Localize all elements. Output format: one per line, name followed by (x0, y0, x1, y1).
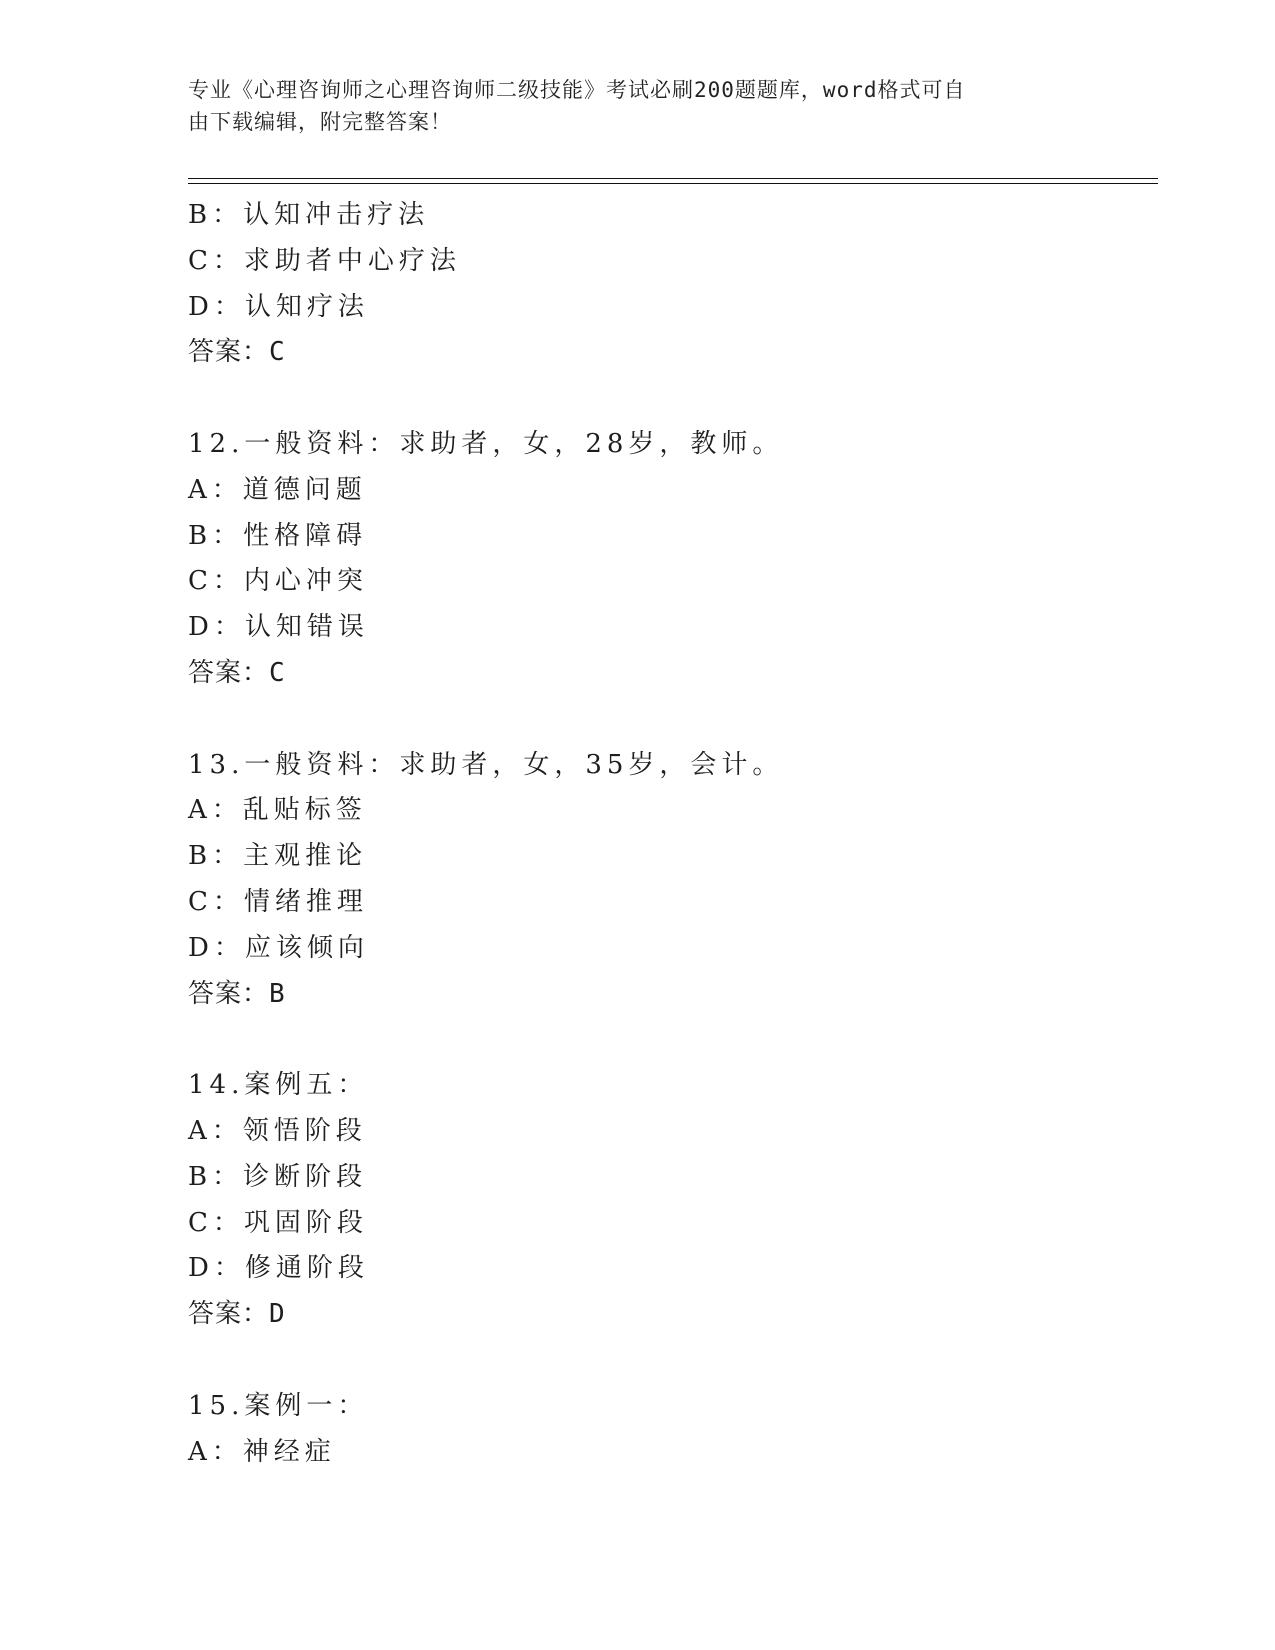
header-line-1: 专业《心理咨询师之心理咨询师二级技能》考试必刷200题题库，word格式可自 (188, 78, 966, 102)
option-a: A：神经症 (188, 1436, 336, 1467)
option-a: A：领悟阶段 (188, 1115, 367, 1146)
option-b: B：主观推论 (188, 841, 368, 872)
option-c: C：内心冲突 (188, 566, 368, 597)
answer-line: 答案：D (188, 1299, 286, 1330)
option-d: D：应该倾向 (188, 932, 369, 963)
question-stem: 12.一般资料：求助者，女，28岁，教师。 (188, 428, 784, 459)
option-b: B：认知冲击疗法 (188, 200, 430, 230)
question-13 (188, 743, 1158, 1018)
question-list (188, 193, 1158, 1475)
answer-line: 答案：B (188, 978, 286, 1009)
question-stem: 15.案例一： (188, 1390, 369, 1421)
header-divider-top (188, 178, 1158, 179)
option-b: B：诊断阶段 (188, 1161, 368, 1192)
spacer (188, 1338, 1158, 1384)
header-line-2: 由下载编辑，附完整答案！ (188, 110, 452, 134)
document-header (188, 74, 1068, 138)
question-stem: 13.一般资料：求助者，女，35岁，会计。 (188, 749, 784, 780)
option-d: D：认知错误 (188, 612, 369, 643)
option-b: B：性格障碍 (188, 520, 368, 551)
question-14 (188, 1063, 1158, 1338)
spacer (188, 376, 1158, 422)
spacer (188, 1017, 1158, 1063)
option-d: D：认知疗法 (188, 291, 369, 322)
option-c: C：情绪推理 (188, 886, 368, 917)
answer-line: 答案：C (188, 657, 286, 688)
option-c: C：求助者中心疗法 (188, 245, 461, 276)
answer-line: 答案：C (188, 337, 286, 368)
question-12 (188, 422, 1158, 697)
spacer (188, 697, 1158, 743)
option-a: A：乱贴标签 (188, 795, 367, 826)
option-d: D：修通阶段 (188, 1253, 369, 1284)
question-15 (188, 1384, 1158, 1476)
option-c: C：巩固阶段 (188, 1207, 368, 1238)
option-a: A：道德问题 (188, 474, 367, 505)
question-stem: 14.案例五： (188, 1070, 369, 1101)
question-11-fragment (188, 193, 1158, 376)
header-divider-bottom (188, 183, 1158, 184)
